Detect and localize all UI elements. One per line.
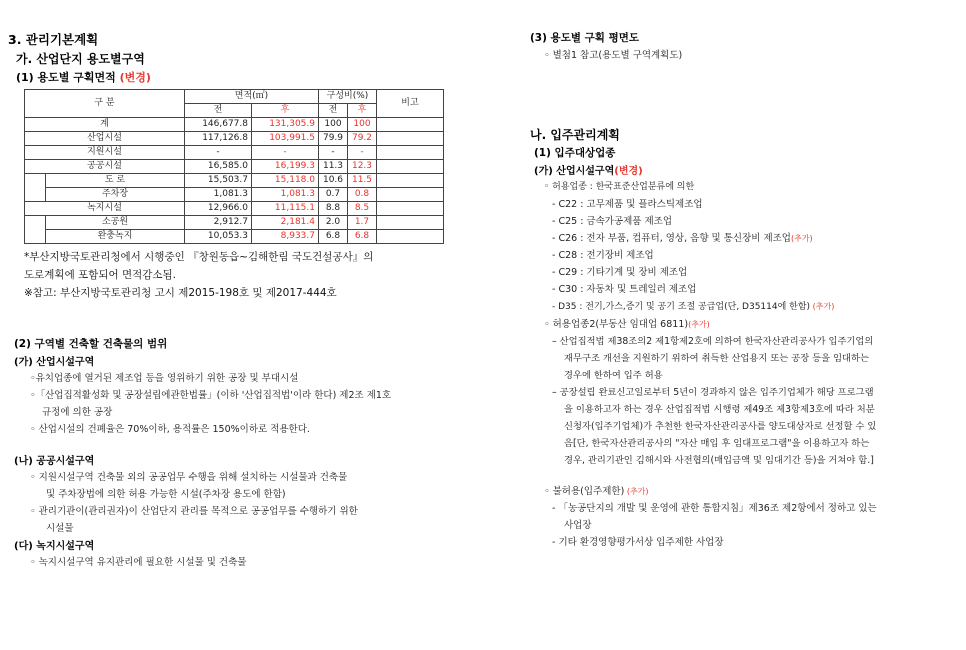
allowed-item-text: - C29 : 기타기계 및 장비 제조업 <box>552 267 688 278</box>
row-note <box>377 216 444 230</box>
row-indent-cell <box>25 174 46 202</box>
row-ratio-before: 2.0 <box>319 216 348 230</box>
allowed2-line: 신청자(입주기업체)가 추천한 한국자산관리공사를 양도대상자로 선정할 수 있 <box>564 421 877 432</box>
allowed-item <box>530 247 950 264</box>
row-note <box>377 202 444 216</box>
table-row <box>25 118 444 132</box>
banned-add: (추가) <box>624 487 649 496</box>
ind-title-change: (변경) <box>614 166 643 177</box>
allowed-item <box>530 281 950 298</box>
header-area: 면적(㎡) <box>185 90 319 104</box>
na-item: ◦ 지원시설구역 건축물 외의 공공업무 수행을 위해 설치하는 시설물과 건축물 <box>30 472 348 483</box>
table-row <box>25 132 444 146</box>
row-note <box>377 118 444 132</box>
target-title: (1) 입주대상업종 <box>534 147 616 159</box>
banned-line: 사업장 <box>564 520 592 531</box>
allowed-item-add: (추가) <box>810 302 835 311</box>
row-before: 1,081.3 <box>185 188 252 202</box>
row-before: 16,585.0 <box>185 160 252 174</box>
sub-after: 후 <box>252 104 319 118</box>
sub-after2: 후 <box>348 104 377 118</box>
ga-item: ◦유치업종에 열거된 제조업 등을 영위하기 위한 공장 및 부대시설 <box>30 373 299 384</box>
row-after: 103,991.5 <box>252 132 319 146</box>
ga-item: ◦「산업집적활성화 및 공장설립에관한법률」(이하 '산업집적법'이라 한다) 제2조 제1호 <box>30 390 392 401</box>
area-title <box>16 69 468 85</box>
row-after: 8,933.7 <box>252 230 319 244</box>
row-ratio-after: 79.2 <box>348 132 377 146</box>
allowed-item <box>530 213 950 230</box>
row-note <box>377 174 444 188</box>
note-reduction <box>24 248 468 302</box>
allowed2-line: 경우, 관리기관인 김해시와 사전협의(매입금액 및 임대기간 등)을 거쳐야 함.] <box>564 455 874 466</box>
allowed2-line: 음[단, 한국자산관리공사의 "자산 매입 후 임대프로그램"을 이용하고자 하는 <box>564 438 870 449</box>
row-after: 2,181.4 <box>252 216 319 230</box>
banned-label <box>530 483 950 500</box>
sub-before: 전 <box>185 104 252 118</box>
ga-title: (가) 산업시설구역 <box>14 357 95 368</box>
row-ratio-after: - <box>348 146 377 160</box>
row-ratio-after: 12.3 <box>348 160 377 174</box>
allowed2-line: 경우에 한하여 입주 허용 <box>564 370 663 381</box>
row-ratio-before: 0.7 <box>319 188 348 202</box>
allowed-item-text: - D35 : 전기,가스,증기 및 공기 조절 공급업(단, D35114에 한함) <box>552 302 811 312</box>
table-row <box>25 146 444 160</box>
row-before: 12,966.0 <box>185 202 252 216</box>
banned-line: - 「농공단지의 개발 및 운영에 관한 통합지침」제36조 제2항에서 정하고 있는 <box>552 503 877 514</box>
row-ratio-after: 1.7 <box>348 216 377 230</box>
allowed-item-text: - C26 : 전자 부품, 컴퓨터, 영상, 음향 및 통신장비 제조업 <box>552 233 791 244</box>
row-label: 공공시설 <box>25 160 185 174</box>
allowed-item <box>530 264 950 281</box>
allowed-item-text: - C22 : 고무제품 및 플라스틱제조업 <box>552 199 703 210</box>
header-note: 비고 <box>377 90 444 118</box>
row-label: 소공원 <box>46 216 185 230</box>
row-before: - <box>185 146 252 160</box>
ind-title <box>534 162 950 177</box>
row-ratio-before: 6.8 <box>319 230 348 244</box>
table-row <box>25 160 444 174</box>
ga-item: 규정에 의한 공장 <box>42 407 113 418</box>
row-label: 주차장 <box>46 188 185 202</box>
row-after: 11,115.1 <box>252 202 319 216</box>
allowed-item-text: - C25 : 금속가공제품 제조업 <box>552 216 673 227</box>
allowed2-add: (추가) <box>688 320 710 329</box>
note-reduction-line2: 도로계획에 포함되어 면적감소됨. <box>24 269 177 281</box>
banned-line: - 기타 환경영향평가서상 입주제한 사업장 <box>552 537 724 548</box>
ind-title-text: (가) 산업시설구역 <box>534 166 615 177</box>
header-gubun: 구 분 <box>25 90 185 118</box>
allowed-label: ◦ 허용업종 : 한국표준산업분류에 의한 <box>544 182 695 192</box>
row-ratio-before: 11.3 <box>319 160 348 174</box>
row-ratio-after: 6.8 <box>348 230 377 244</box>
row-ratio-after: 8.5 <box>348 202 377 216</box>
section-title: 3. 관리기본계획 <box>8 32 99 47</box>
row-after: 1,081.3 <box>252 188 319 202</box>
row-ratio-after: 11.5 <box>348 174 377 188</box>
left-column <box>8 30 468 571</box>
na-item: 및 주차장법에 의한 허용 가능한 시설(주차장 용도에 한함) <box>46 489 286 500</box>
ga-item: ◦ 산업시설의 건폐율은 70%이하, 용적률은 150%이하로 적용한다. <box>30 424 310 435</box>
row-before: 146,677.8 <box>185 118 252 132</box>
row-before: 2,912.7 <box>185 216 252 230</box>
area-table <box>24 89 444 244</box>
row-ratio-before: - <box>319 146 348 160</box>
allowed-item-text: - C28 : 전기장비 제조업 <box>552 250 654 261</box>
plan-title: (3) 용도별 구획 평면도 <box>530 32 640 44</box>
allowed-item-add: (추가) <box>790 234 813 243</box>
banned-label-text: ◦ 불허용(입주제한) <box>544 486 625 497</box>
allowed-item-text: - C30 : 자동차 및 트레일러 제조업 <box>552 284 697 295</box>
na-item: 시설물 <box>46 523 74 534</box>
row-before: 10,053.3 <box>185 230 252 244</box>
row-note <box>377 160 444 174</box>
allowed2-line: – 공장설립 완료신고일로부터 5년이 경과하지 않은 입주기업체가 해당 프로그램 <box>552 387 874 398</box>
allowed2-line: 재무구조 개선을 지원하기 위하여 취득한 산업용지 또는 공장 등을 임대하는 <box>564 353 870 364</box>
allowed2-label-text: ◦ 허용업종2(부동산 임대업 6811) <box>544 319 689 330</box>
note-reference: ※참고: 부산지방국토관리청 고시 제2015-198호 및 제2017-444호 <box>24 287 337 299</box>
row-after: - <box>252 146 319 160</box>
row-note <box>377 146 444 160</box>
allowed-item <box>530 196 950 213</box>
da-item: ◦ 녹지시설구역 유지관리에 필요한 시설물 및 건축물 <box>30 557 247 568</box>
row-ratio-before: 10.6 <box>319 174 348 188</box>
area-title-text: (1) 용도별 구획면적 <box>16 71 116 84</box>
row-label: 지원시설 <box>25 146 185 160</box>
row-note <box>377 188 444 202</box>
da-title: (다) 녹지시설구역 <box>14 541 95 552</box>
na-section-title: 나. 입주관리계획 <box>530 128 620 142</box>
row-after: 15,118.0 <box>252 174 319 188</box>
sub-before2: 전 <box>319 104 348 118</box>
row-note <box>377 230 444 244</box>
row-ratio-before: 8.8 <box>319 202 348 216</box>
row-before: 15,503.7 <box>185 174 252 188</box>
allowed-item <box>530 298 950 316</box>
row-before: 117,126.8 <box>185 132 252 146</box>
row-label: 계 <box>25 118 185 132</box>
plan-item: ◦ 별첨1 참고(용도별 구역계획도) <box>544 50 683 61</box>
note-reduction-line1: *부산지방국토관리청에서 시행중인 『창원동읍~김해한림 국도건설공사』의 <box>24 251 374 263</box>
na-item: ◦ 관리기관이(관리권자)이 산업단지 관리를 목적으로 공공업무를 수행하기 위한 <box>30 506 358 517</box>
table-row <box>25 202 444 216</box>
row-after: 16,199.3 <box>252 160 319 174</box>
allowed2-label <box>530 316 950 333</box>
area-title-change: (변경) <box>119 71 151 84</box>
row-indent-cell <box>25 216 46 244</box>
na-title: (나) 공공시설구역 <box>14 456 95 467</box>
row-label: 산업시설 <box>25 132 185 146</box>
allowed2-line: – 산업집적법 제38조의2 제1항제2호에 의하여 한국자산관리공사가 입주기업의 <box>552 336 874 347</box>
table-row <box>25 188 444 202</box>
row-ratio-before: 100 <box>319 118 348 132</box>
row-note <box>377 132 444 146</box>
table-row <box>25 230 444 244</box>
subsection-title: 가. 산업단지 용도별구역 <box>16 52 145 66</box>
allowed2-line: 을 이용하고자 하는 경우 산업집적법 시행령 제49조 제3항제3호에 따라 처분 <box>564 404 875 415</box>
row-label: 완충녹지 <box>46 230 185 244</box>
allowed-item <box>530 230 950 247</box>
row-ratio-after: 0.8 <box>348 188 377 202</box>
row-label: 녹지시설 <box>25 202 185 216</box>
table-header-row <box>25 90 444 104</box>
table-row <box>25 216 444 230</box>
row-ratio-before: 79.9 <box>319 132 348 146</box>
header-ratio: 구성비(%) <box>319 90 377 104</box>
row-ratio-after: 100 <box>348 118 377 132</box>
table-row <box>25 174 444 188</box>
right-column <box>530 30 950 551</box>
scope-title: (2) 구역별 건축할 건축물의 범위 <box>14 338 168 350</box>
row-label: 도 로 <box>46 174 185 188</box>
row-after: 131,305.9 <box>252 118 319 132</box>
